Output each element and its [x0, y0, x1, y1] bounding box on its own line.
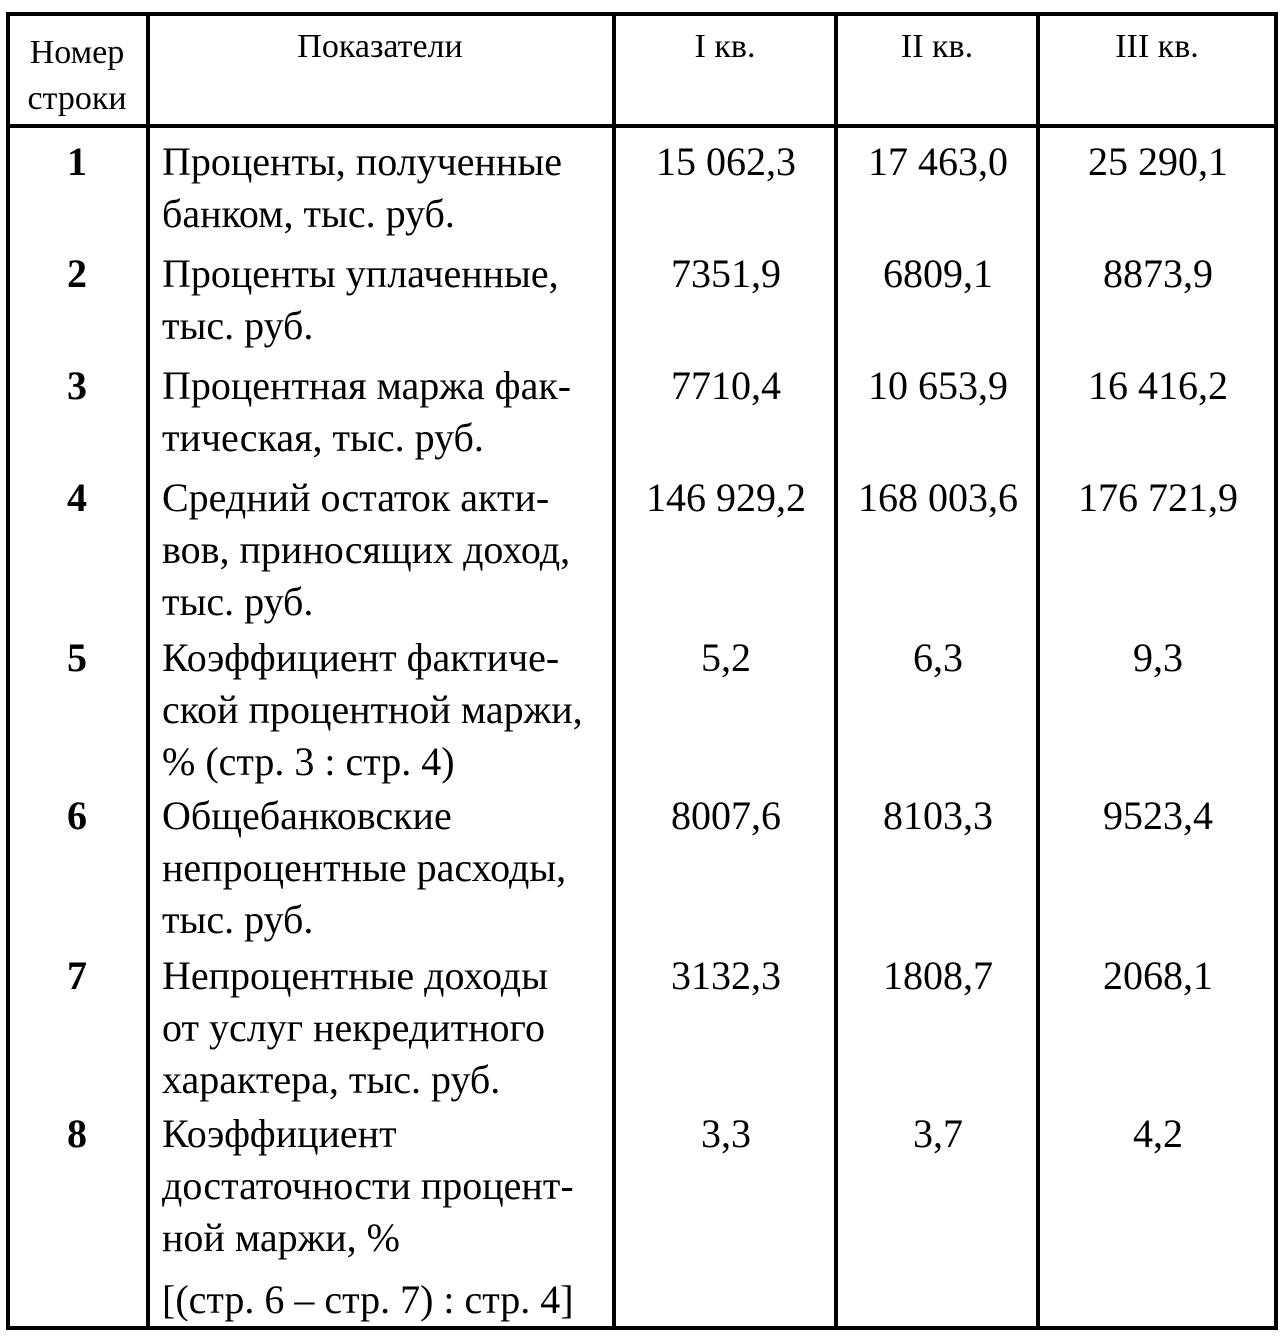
indicator-label: Процентная маржа фак- тическая, тыс. руб. [162, 363, 572, 460]
value-q1: 3,3 [701, 1111, 751, 1156]
header-divider [6, 124, 1278, 128]
row-number: 8 [67, 1111, 87, 1156]
value-q2: 10 653,9 [868, 363, 1008, 408]
indicator-label: Коэффициент достаточности процент- ной маржи, % [162, 1111, 574, 1260]
indicator-label: Непроцентные доходы от услуг некредитного характера, тыс. руб. [162, 953, 549, 1102]
header-q3: III кв. [1115, 28, 1199, 65]
value-q3: 2068,1 [1103, 953, 1213, 998]
value-q3: 16 416,2 [1088, 363, 1228, 408]
indicator-label: Средний остаток акти- вов, приносящих доход, тыс. руб. [162, 475, 571, 624]
value-q1: 8007,6 [671, 793, 781, 838]
value-q1: 15 062,3 [656, 139, 796, 184]
value-q1: 7351,9 [671, 251, 781, 296]
indicator-formula: [(стр. 6 – стр. 7) : стр. 4] [162, 1277, 574, 1322]
row-number: 5 [67, 635, 87, 680]
row-number: 1 [67, 139, 87, 184]
row-number: 7 [67, 953, 87, 998]
value-q2: 6809,1 [883, 251, 993, 296]
value-q1: 3132,3 [671, 953, 781, 998]
indicator-label: Проценты, полученные банком, тыс. руб. [162, 139, 562, 236]
value-q2: 168 003,6 [858, 475, 1018, 520]
column-divider [146, 12, 150, 1328]
value-q1: 146 929,2 [646, 475, 806, 520]
indicator-label: Проценты уплаченные, тыс. руб. [162, 251, 559, 348]
table-border-bottom [6, 1326, 1278, 1330]
value-q2: 8103,3 [883, 793, 993, 838]
indicator-label: Коэффициент фактиче- ской процентной маржи, % (стр. 3 : стр. 4) [162, 635, 583, 784]
value-q3: 9,3 [1133, 635, 1183, 680]
value-q3: 25 290,1 [1088, 139, 1228, 184]
value-q2: 6,3 [913, 635, 963, 680]
value-q2: 1808,7 [883, 953, 993, 998]
value-q3: 176 721,9 [1078, 475, 1238, 520]
value-q3: 9523,4 [1103, 793, 1213, 838]
value-q3: 4,2 [1133, 1111, 1183, 1156]
value-q2: 3,7 [913, 1111, 963, 1156]
value-q1: 7710,4 [671, 363, 781, 408]
indicator-label: Общебанковские непроцентные расходы, тыс. руб. [162, 793, 567, 942]
header-row-number: Номер строки [27, 34, 127, 117]
header-q1: I кв. [694, 28, 756, 65]
value-q2: 17 463,0 [868, 139, 1008, 184]
header-indicators: Показатели [297, 28, 463, 65]
row-number: 2 [67, 251, 87, 296]
row-number: 3 [67, 363, 87, 408]
value-q1: 5,2 [701, 635, 751, 680]
value-q3: 8873,9 [1103, 251, 1213, 296]
row-number: 4 [67, 475, 87, 520]
table-border-top [6, 12, 1278, 16]
header-q2: II кв. [900, 28, 974, 65]
row-number: 6 [67, 793, 87, 838]
